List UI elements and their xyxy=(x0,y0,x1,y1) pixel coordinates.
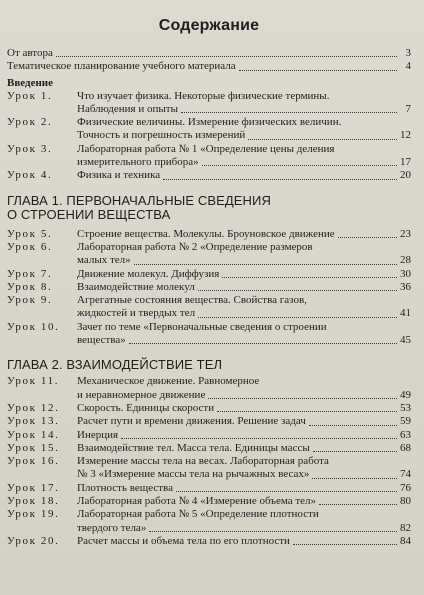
lesson-line xyxy=(7,402,411,415)
intro-heading: Введение xyxy=(7,76,54,89)
lesson-entry xyxy=(7,495,411,508)
dot-leader xyxy=(202,165,397,166)
lesson-number: Урок 3. xyxy=(7,142,53,155)
page-number: 20 xyxy=(400,169,411,182)
lesson-line xyxy=(7,156,411,169)
lesson-number: Урок 6. xyxy=(7,240,53,253)
lesson-title: вещества» xyxy=(77,334,126,347)
lesson-line xyxy=(7,129,411,142)
lesson-line xyxy=(7,442,411,455)
dot-leader xyxy=(312,478,397,479)
lesson-line xyxy=(7,482,411,495)
lesson-number: Урок 10. xyxy=(7,320,60,333)
lesson-title: Механическое движение. Равномерное xyxy=(77,375,260,388)
lesson-line xyxy=(7,508,411,521)
chapter-2-heading xyxy=(7,358,411,372)
lesson-line xyxy=(7,429,411,442)
page-number: 3 xyxy=(405,47,411,59)
lesson-number: Урок 9. xyxy=(7,294,53,307)
page-number: 68 xyxy=(400,441,411,454)
lesson-entry xyxy=(7,90,411,117)
page-number: 84 xyxy=(400,534,411,547)
lesson-number: Урок 19. xyxy=(7,508,60,521)
chapter-1-heading xyxy=(7,194,411,222)
lesson-line xyxy=(7,116,411,129)
lesson-entry xyxy=(7,455,411,482)
lesson-line xyxy=(7,415,411,428)
dot-leader xyxy=(121,438,397,439)
lesson-title: жидкостей и твердых тел xyxy=(77,307,196,320)
page-number: 63 xyxy=(400,428,411,441)
lesson-title: Лабораторная работа № 1 «Определение цены деления xyxy=(77,142,335,155)
intro-lessons xyxy=(7,90,411,183)
lesson-entry xyxy=(7,482,411,495)
dot-leader xyxy=(313,451,397,452)
lesson-number: Урок 20. xyxy=(7,534,60,547)
lesson-line xyxy=(7,90,411,103)
lesson-line xyxy=(7,281,411,294)
lesson-entry xyxy=(7,535,411,548)
chapter-heading-line: ГЛАВА 2. ВЗАИМОДЕЙСТВИЕ ТЕЛ xyxy=(7,357,223,373)
lesson-line xyxy=(7,254,411,267)
lesson-entry xyxy=(7,321,411,348)
lesson-entry xyxy=(7,281,411,294)
dot-leader xyxy=(181,112,397,113)
toc-entry xyxy=(7,47,411,60)
lesson-line xyxy=(7,143,411,156)
lesson-title: Взаимодействие тел. Масса тела. Единицы массы xyxy=(77,441,310,454)
lesson-title: Измерение массы тела на весах. Лабораторная работа xyxy=(77,455,329,468)
lesson-number: Урок 11. xyxy=(7,375,60,388)
lesson-title: Лабораторная работа № 5 «Определение плотности xyxy=(77,508,319,521)
dot-leader xyxy=(309,425,397,426)
front-matter-list xyxy=(7,47,411,74)
dot-leader xyxy=(239,70,397,71)
lesson-number: Урок 5. xyxy=(7,227,53,240)
lesson-entry xyxy=(7,241,411,268)
lesson-title: малых тел» xyxy=(77,254,131,267)
lesson-title: Скорость. Единицы скорости xyxy=(77,401,215,414)
dot-leader xyxy=(129,343,397,344)
page-number: 76 xyxy=(400,481,411,494)
chapter-heading-line: ГЛАВА 1. ПЕРВОНАЧАЛЬНЫЕ СВЕДЕНИЯ xyxy=(7,192,271,208)
lesson-line xyxy=(7,389,411,402)
lesson-title: Лабораторная работа № 4 «Измерение объема тел» xyxy=(77,495,317,508)
dot-leader xyxy=(163,179,397,180)
lesson-title: и неравномерное движение xyxy=(77,388,206,401)
entry-title: Тематическое планирование учебного материала xyxy=(7,60,236,73)
lesson-number: Урок 4. xyxy=(7,169,53,182)
lesson-entry xyxy=(7,143,411,170)
lesson-line xyxy=(7,334,411,347)
lesson-title: Взаимодействие молекул xyxy=(77,280,195,293)
dot-leader xyxy=(338,237,397,238)
lesson-entry xyxy=(7,116,411,143)
page-number: 53 xyxy=(400,401,411,414)
lesson-title: Физические величины. Измерение физических величин. xyxy=(77,116,342,129)
lesson-title: Лабораторная работа № 2 «Определение размеров xyxy=(77,240,313,253)
lesson-line xyxy=(7,228,411,241)
dot-leader xyxy=(293,544,397,545)
lesson-number: Урок 18. xyxy=(7,495,60,508)
lesson-title: Расчет массы и объема тела по его плотности xyxy=(77,534,290,547)
lesson-entry xyxy=(7,415,411,428)
lesson-line xyxy=(7,468,411,481)
lesson-entry xyxy=(7,442,411,455)
dot-leader xyxy=(319,504,397,505)
lesson-title: твердого тела» xyxy=(77,521,147,534)
lesson-title: № 3 «Измерение массы тела на рычажных весах» xyxy=(77,468,310,481)
lesson-number: Урок 14. xyxy=(7,428,60,441)
chapter-2-lessons xyxy=(7,375,411,548)
lesson-line xyxy=(7,522,411,535)
lesson-entry xyxy=(7,429,411,442)
dot-leader xyxy=(56,56,397,57)
page-number: 36 xyxy=(400,280,411,293)
dot-leader xyxy=(217,411,397,412)
lesson-line xyxy=(7,375,411,388)
page-number: 23 xyxy=(400,227,411,240)
page-number: 80 xyxy=(400,495,411,508)
lesson-line xyxy=(7,169,411,182)
lesson-entry xyxy=(7,508,411,535)
lesson-number: Урок 2. xyxy=(7,116,53,129)
dot-leader xyxy=(198,317,397,318)
page-number: 17 xyxy=(400,156,411,169)
dot-leader xyxy=(198,290,397,291)
lesson-title: Наблюдения и опыты xyxy=(77,102,178,115)
lesson-line xyxy=(7,268,411,281)
lesson-line xyxy=(7,455,411,468)
lesson-title: Агрегатные состояния вещества. Свойства газов, xyxy=(77,294,307,307)
page-number: 12 xyxy=(400,129,411,142)
lesson-entry xyxy=(7,169,411,182)
dot-leader xyxy=(208,398,397,399)
page-number: 74 xyxy=(400,468,411,481)
lesson-entry xyxy=(7,228,411,241)
lesson-number: Урок 1. xyxy=(7,89,53,102)
dot-leader xyxy=(222,277,397,278)
lesson-entry xyxy=(7,294,411,321)
page-number: 45 xyxy=(400,334,411,347)
toc-entry xyxy=(7,60,411,73)
lesson-title: Инерция xyxy=(77,428,119,441)
page-number: 7 xyxy=(405,102,411,115)
lesson-line xyxy=(7,307,411,320)
page-number: 59 xyxy=(400,415,411,428)
dot-leader xyxy=(149,531,397,532)
lesson-title: измерительного прибора» xyxy=(77,156,199,169)
page-number: 49 xyxy=(400,388,411,401)
chapter-heading-line: О СТРОЕНИИ ВЕЩЕСТВА xyxy=(7,206,171,222)
chapter-1-lessons xyxy=(7,228,411,348)
lesson-title: Физика и техника xyxy=(77,169,161,182)
page-number: 82 xyxy=(400,521,411,534)
page-number: 4 xyxy=(405,60,411,73)
lesson-title: Что изучает физика. Некоторые физические термины. xyxy=(77,89,330,102)
lesson-number: Урок 12. xyxy=(7,401,60,414)
lesson-number: Урок 8. xyxy=(7,280,53,293)
dot-leader xyxy=(176,491,397,492)
lesson-title: Движение молекул. Диффузия xyxy=(77,267,220,280)
lesson-entry xyxy=(7,268,411,281)
lesson-number: Урок 13. xyxy=(7,415,60,428)
lesson-title: Плотность вещества xyxy=(77,481,173,494)
lesson-title: Точность и погрешность измерений xyxy=(77,129,246,142)
lesson-line xyxy=(7,294,411,307)
lesson-title: Расчет пути и времени движения. Решение задач xyxy=(77,415,306,428)
dot-leader xyxy=(248,139,397,140)
lesson-number: Урок 17. xyxy=(7,481,60,494)
lesson-number: Урок 16. xyxy=(7,455,60,468)
page-number: 28 xyxy=(400,254,411,267)
lesson-number: Урок 15. xyxy=(7,441,60,454)
dot-leader xyxy=(134,264,397,265)
entry-title: От автора xyxy=(7,47,53,59)
lesson-line xyxy=(7,535,411,548)
lesson-entry xyxy=(7,402,411,415)
lesson-line xyxy=(7,495,411,508)
page-title: Содержание xyxy=(158,17,260,34)
lesson-title: Строение вещества. Молекулы. Броуновское движение xyxy=(77,227,335,240)
lesson-title: Зачет по теме «Первоначальные сведения о строении xyxy=(77,320,327,333)
lesson-number: Урок 7. xyxy=(7,267,53,280)
page-number: 41 xyxy=(400,307,411,320)
lesson-line xyxy=(7,103,411,116)
lesson-line xyxy=(7,321,411,334)
lesson-line xyxy=(7,241,411,254)
page-number: 30 xyxy=(400,267,411,280)
lesson-entry xyxy=(7,375,411,402)
